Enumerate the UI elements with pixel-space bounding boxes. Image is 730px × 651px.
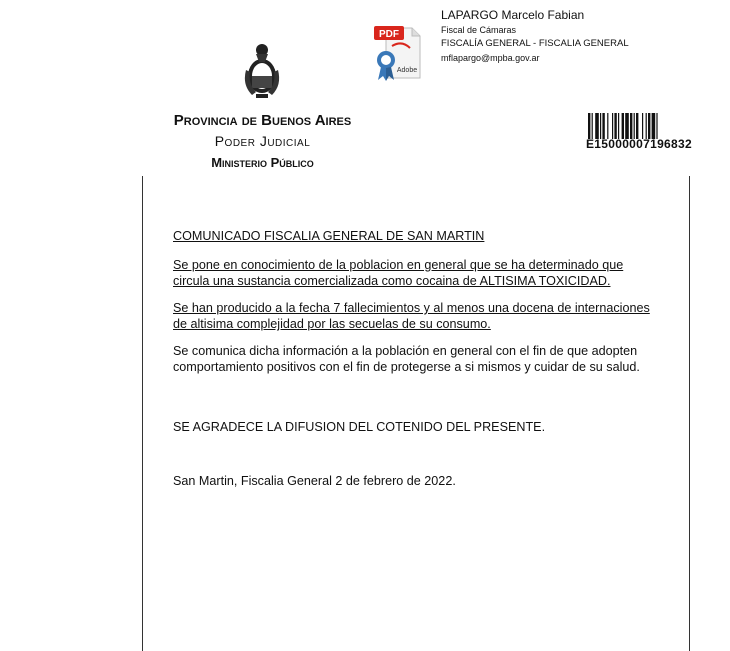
signer-name: LAPARGO Marcelo Fabian (441, 8, 585, 22)
barcode-bar (592, 113, 593, 139)
paragraph-fatalities-line1: Se han producido a la fecha 7 fallecimientos y al menos una docena de internaciones (173, 301, 650, 315)
barcode-bar (646, 113, 647, 139)
barcode-bar (652, 113, 656, 139)
province-coat-of-arms-icon (238, 40, 286, 102)
barcode-bar (588, 113, 590, 139)
barcode-icon (588, 113, 686, 139)
institution-province: Provincia de Buenos Aires (173, 112, 352, 129)
pdf-signature-icon[interactable] (372, 24, 424, 82)
page-border-right (689, 176, 690, 651)
barcode-bar (602, 113, 604, 139)
barcode-bar (607, 113, 608, 139)
barcode-bar (656, 113, 657, 139)
adobe-label: Adobe (396, 67, 418, 74)
institution-judicial: Poder Judicial (214, 133, 311, 149)
barcode-bar (630, 113, 632, 139)
barcode-bar (612, 113, 613, 139)
page-border-left (142, 176, 143, 651)
barcode-bar (634, 113, 635, 139)
barcode-bar (618, 113, 619, 139)
document-code: E15000007196832 (586, 137, 692, 151)
institution-header (150, 110, 375, 173)
barcode-bar (648, 113, 650, 139)
barcode-bar (600, 113, 601, 139)
signer-block (441, 8, 629, 65)
document-body (173, 228, 663, 489)
institution-ministry: Ministerio Público (211, 155, 314, 170)
signer-email: mflapargo@mpba.gov.ar (441, 53, 540, 63)
signer-title: Fiscal de Cámaras (441, 25, 517, 35)
barcode-bar (622, 113, 624, 139)
paragraph-fatalities (173, 300, 663, 332)
document-signoff: San Martin, Fiscalia General 2 de febrero de 2022. (173, 474, 456, 488)
barcode-bar (595, 113, 599, 139)
paragraph-advisory: Se comunica dicha información a la población en general con el fin de que adopten comportamiento positivos con el fin de protegerse a si mismos y cuidar de su salud. (173, 344, 640, 374)
paragraph-toxicity-line2: circula una sustancia comercializada como cocaina de ALTISIMA TOXICIDAD. (173, 274, 611, 288)
paragraph-fatalities-line2: de altisima complejidad por las secuelas de su consumo. (173, 317, 491, 331)
barcode-bar (636, 113, 638, 139)
signer-office: FISCALÍA GENERAL - FISCALIA GENERAL (441, 38, 629, 49)
paragraph-toxicity (173, 257, 663, 289)
paragraph-dissemination: SE AGRADECE LA DIFUSION DEL COTENIDO DEL PRESENTE. (173, 420, 546, 434)
paragraph-toxicity-line1: Se pone en conocimiento de la poblacion en general que se ha determinado que (173, 258, 624, 272)
document-heading: COMUNICADO FISCALIA GENERAL DE SAN MARTIN (173, 229, 485, 243)
barcode-bar (642, 113, 643, 139)
barcode-bar (614, 113, 616, 139)
pdf-label: PDF (379, 29, 399, 40)
barcode-bar (625, 113, 629, 139)
